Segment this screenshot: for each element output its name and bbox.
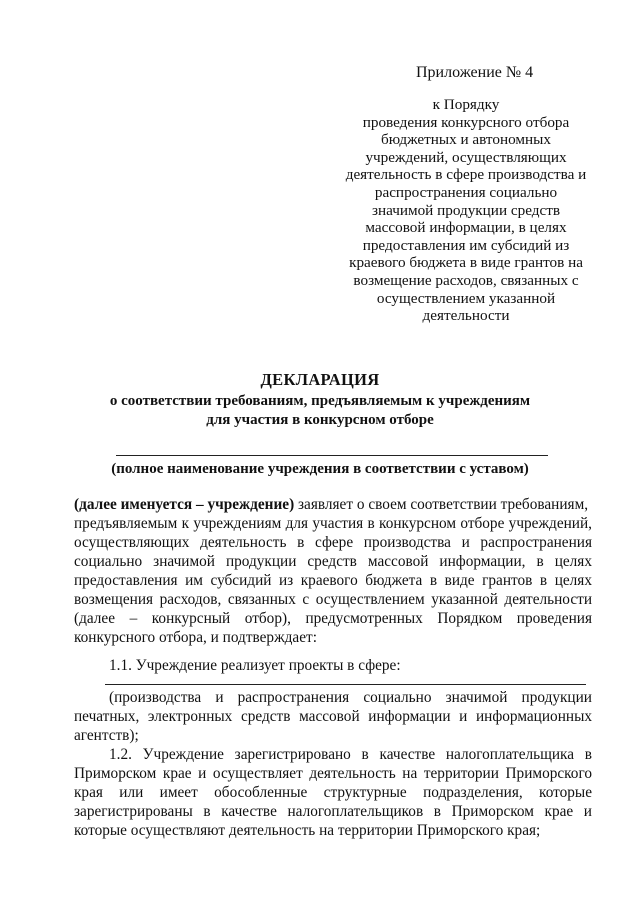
appendix-line: деятельность в сфере производства и [345,166,587,184]
item-1-1-blank-line [105,684,586,685]
appendix-line: деятельности [422,307,510,325]
org-name-blank-line [116,455,548,456]
item-1-2-line: которые осуществляют деятельность на территории Приморского края; [74,822,541,839]
paragraph-line: осуществляющих деятельность в сфере производства и распространения [74,534,592,551]
item-1-2-line: зарегистрированы в качестве налогоплательщиков в Приморском крае и [74,803,592,820]
appendix-line: осуществлением указанной [376,289,556,307]
org-name-caption: (полное наименование учреждения в соответствии с уставом) [111,461,529,477]
appendix-line: краевого бюджета в виде грантов на [349,254,583,272]
intro-line [74,496,588,514]
appendix-line: бюджетных и автономных [381,131,551,149]
item-1-2-line: 1.2. Учреждение зарегистрировано в качестве налогоплательщика в [109,746,592,763]
appendix-line: массовой информации, в целях [365,219,567,237]
appendix-title: Приложение № 4 [416,64,534,81]
item-1-2-line: края или имеет обособленные структурные подразделения, которые [74,784,592,801]
item-1-2-line: Приморском крае и осуществляет деятельность на территории Приморского [74,765,592,782]
appendix-line: возмещение расходов, связанных с [353,271,579,289]
appendix-line: проведения конкурсного отбора [362,113,570,131]
appendix-reference [330,96,602,325]
paragraph-line: (далее – конкурсный отбор), предусмотренных Порядком проведения [74,610,592,627]
appendix-line: к Порядку [432,96,500,113]
item-1-1-note-line: (производства и распространения социально значимой продукции [109,689,592,706]
paragraph-line: конкурсного отбора, и подтверждает: [74,629,317,646]
paragraph-line: социально значимой продукции средств массовой информации, в целях [74,553,592,570]
paragraph-line: предоставления им субсидий из краевого бюджета в виде грантов в целях [74,572,592,589]
paragraph-line: предъявляемым к учреждениям для участия в конкурсном отборе учреждений, [74,515,592,532]
item-1-1: 1.1. Учреждение реализует проекты в сфере: [109,657,401,674]
item-1-1-note-line: агентств); [74,727,139,744]
appendix-line: распространения социально [374,183,558,201]
declaration-subtitle-line1: о соответствии требованиям, предъявляемым к учреждениям [109,393,531,409]
appendix-line: значимой продукции средств [371,201,561,219]
declaration-subtitle-line2: для участия в конкурсном отборе [206,412,434,428]
intro-text: заявляет о своем соответствии требованиям, [294,496,589,513]
item-1-1-note-line: печатных, электронных средств массовой информации и информационных [74,708,592,725]
intro-bold-text: (далее именуется – учреждение) [74,496,295,513]
paragraph-line: возмещения расходов, связанных с осуществлением указанной деятельности [74,591,592,608]
appendix-line: предоставления им субсидий из [362,236,570,254]
declaration-title: ДЕКЛАРАЦИЯ [260,370,380,389]
appendix-line: учреждений, осуществляющих [365,148,567,166]
